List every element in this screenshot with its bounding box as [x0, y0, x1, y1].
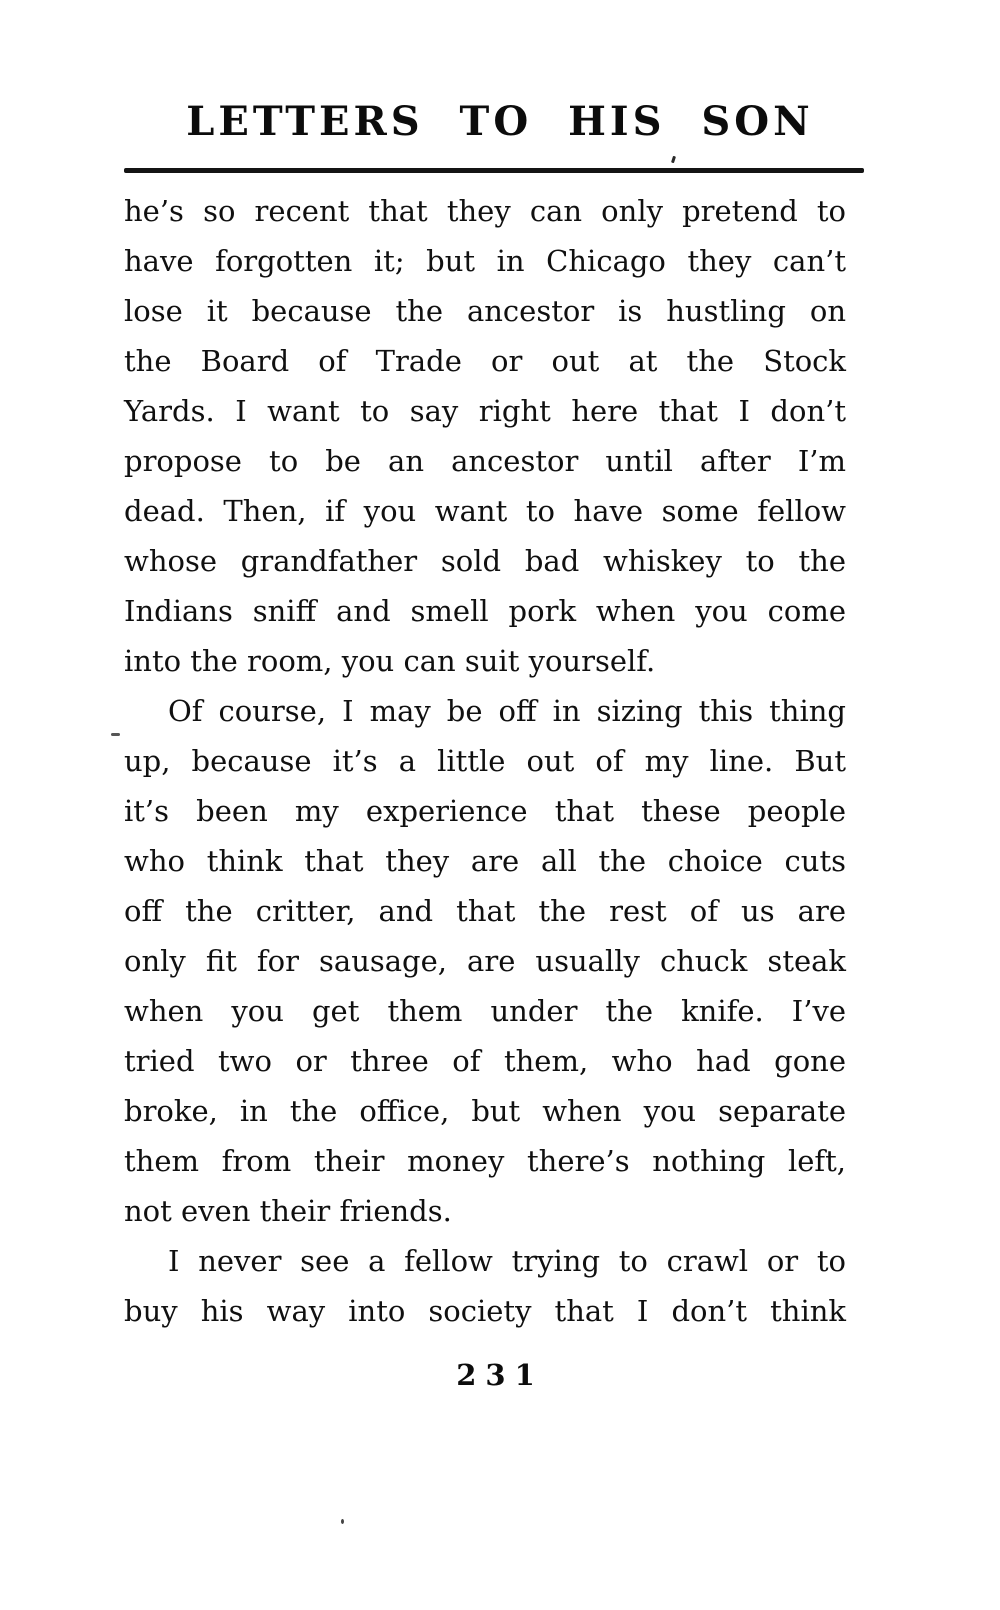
- text-line: have forgotten it; but in Chicago they can’t: [124, 244, 846, 278]
- scan-speck: [341, 1519, 344, 1524]
- text-line: Yards. I want to say right here that I don’t: [124, 394, 846, 428]
- text-line: he’s so recent that they can only pretend to: [124, 194, 846, 228]
- text-line: buy his way into society that I don’t think: [124, 1294, 846, 1328]
- text-line: only fit for sausage, are usually chuck steak: [124, 944, 846, 978]
- body-text: [124, 186, 846, 1336]
- text-line: dead. Then, if you want to have some fellow: [124, 494, 846, 528]
- paragraph: [124, 1236, 846, 1336]
- text-line: I never see a fellow trying to crawl or to: [168, 1244, 846, 1278]
- text-line: it’s been my experience that these people: [124, 794, 846, 828]
- scan-speck: [111, 733, 120, 736]
- text-line: not even their friends.: [124, 1194, 452, 1228]
- text-line: who think that they are all the choice cuts: [124, 844, 846, 878]
- text-line: up, because it’s a little out of my line. But: [124, 744, 846, 778]
- text-line: Indians sniff and smell pork when you come: [124, 594, 846, 628]
- text-line: broke, in the office, but when you separate: [124, 1094, 846, 1128]
- header-rule: [124, 168, 864, 173]
- text-line: lose it because the ancestor is hustling on: [124, 294, 846, 328]
- text-line: Of course, I may be off in sizing this thing: [168, 694, 846, 728]
- paragraph: [124, 686, 846, 1236]
- text-line: whose grandfather sold bad whiskey to the: [124, 544, 846, 578]
- paragraph: [124, 186, 846, 686]
- text-line: when you get them under the knife. I’ve: [124, 994, 846, 1028]
- text-line: into the room, you can suit yourself.: [124, 644, 656, 678]
- scan-artifact-tick: [671, 156, 676, 164]
- text-line: them from their money there’s nothing left,: [124, 1144, 846, 1178]
- text-line: propose to be an ancestor until after I’m: [124, 444, 846, 478]
- page-number: 231: [456, 1358, 544, 1392]
- text-line: off the critter, and that the rest of us are: [124, 894, 846, 928]
- text-line: tried two or three of them, who had gone: [124, 1044, 846, 1078]
- running-header: LETTERS TO HIS SON: [186, 98, 814, 145]
- text-line: the Board of Trade or out at the Stock: [124, 344, 846, 378]
